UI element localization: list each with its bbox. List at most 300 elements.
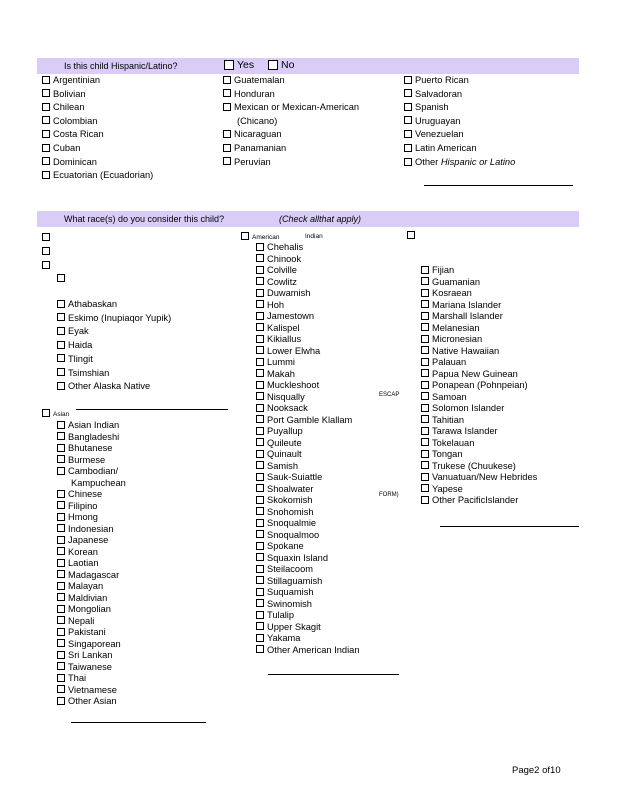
option-ponapean-pohnpeian[interactable] xyxy=(421,380,528,391)
option-label: Samoan xyxy=(432,391,467,402)
option-eskimo-inupiaqor-yupik[interactable] xyxy=(57,313,171,324)
checkbox[interactable] xyxy=(256,519,264,527)
option-label: Bolivian xyxy=(53,88,86,99)
option-other-alaska-native[interactable] xyxy=(57,381,150,392)
option-cambodian[interactable] xyxy=(57,466,118,477)
checkbox[interactable] xyxy=(404,103,412,111)
checkbox[interactable] xyxy=(57,697,65,705)
checkbox[interactable] xyxy=(57,582,65,590)
option-label: Hoh xyxy=(267,299,285,310)
option-other-pacificislander[interactable] xyxy=(421,495,518,506)
option-tlingit[interactable] xyxy=(57,354,93,365)
option-guamanian[interactable] xyxy=(421,277,480,288)
option-guatemalan[interactable] xyxy=(223,75,285,86)
option-tulalip[interactable] xyxy=(256,610,294,621)
option-argentinian[interactable] xyxy=(42,75,100,86)
option-quinault[interactable] xyxy=(256,449,302,460)
option-peruvian[interactable] xyxy=(223,157,271,168)
option-sri-lankan[interactable] xyxy=(57,650,112,661)
option-label: Puyallup xyxy=(267,426,303,436)
option-haida[interactable] xyxy=(57,340,92,351)
option-steilacoom[interactable] xyxy=(256,564,313,575)
option-skokomish[interactable] xyxy=(256,495,312,506)
option-bhutanese[interactable] xyxy=(57,443,112,454)
checkbox[interactable] xyxy=(256,634,264,642)
american-indian-checkbox[interactable] xyxy=(241,232,249,240)
option-label: Asian Indian xyxy=(68,420,120,430)
checkbox[interactable] xyxy=(57,501,65,509)
option-mongolian[interactable] xyxy=(57,604,111,615)
option-label: Jamestown xyxy=(267,311,315,321)
option-label: Vietnamese xyxy=(68,684,117,695)
option-malayan[interactable] xyxy=(57,581,103,592)
checkbox[interactable] xyxy=(421,473,429,481)
option-label: Peruvian xyxy=(234,156,271,167)
option-label: Kampuchean xyxy=(71,477,126,488)
checkbox[interactable] xyxy=(421,277,429,285)
checkbox[interactable] xyxy=(256,461,264,469)
option-label: (Chicano) xyxy=(237,115,278,126)
option-trukese-chuukese[interactable] xyxy=(421,461,516,472)
option-label: Marshall Islander xyxy=(432,311,503,321)
checkbox[interactable] xyxy=(57,616,65,624)
checkbox[interactable] xyxy=(421,312,429,320)
option-laotian[interactable] xyxy=(57,558,99,569)
checkbox[interactable] xyxy=(404,116,412,124)
race-checkbox-1[interactable] xyxy=(42,232,53,243)
option-latin-american[interactable] xyxy=(404,143,477,154)
checkbox[interactable] xyxy=(42,171,50,179)
option-upper-skagit[interactable] xyxy=(256,622,321,633)
escap-note: ESCAP xyxy=(379,392,400,398)
option-chinook[interactable] xyxy=(256,254,301,265)
option-thai[interactable] xyxy=(57,673,86,684)
checkbox[interactable] xyxy=(57,685,65,693)
option-mexican-or-mexican-american[interactable] xyxy=(223,102,359,113)
option-label: Madagascar xyxy=(68,569,120,580)
alaska-native-checkbox[interactable] xyxy=(57,273,68,284)
checkbox[interactable] xyxy=(57,662,65,670)
option-label: Swinomish xyxy=(267,598,312,609)
checkbox[interactable] xyxy=(421,404,429,412)
checkbox[interactable] xyxy=(57,382,65,390)
checkbox[interactable] xyxy=(421,484,429,492)
checkbox[interactable] xyxy=(57,313,65,321)
option-dominican[interactable] xyxy=(42,157,97,168)
option-panamanian[interactable] xyxy=(223,143,286,154)
checkbox[interactable] xyxy=(256,392,264,400)
checkbox[interactable] xyxy=(42,116,50,124)
option-pakistani[interactable] xyxy=(57,627,106,638)
option-label: Nicaraguan xyxy=(234,129,282,140)
option-cuban[interactable] xyxy=(42,143,80,154)
option-tahitian[interactable] xyxy=(421,415,464,426)
checkbox[interactable] xyxy=(42,76,50,84)
option-tokelauan[interactable] xyxy=(421,438,474,449)
option-label: Mongolian xyxy=(68,604,111,614)
option-chehalis[interactable] xyxy=(256,242,303,253)
option-nooksack[interactable] xyxy=(256,403,308,414)
checkbox[interactable] xyxy=(256,622,264,630)
checkbox[interactable] xyxy=(404,76,412,84)
checkbox[interactable] xyxy=(57,513,65,521)
option-label: Eskimo (Inupiaqor Yupik) xyxy=(68,312,172,323)
option-label: Other Alaska Native xyxy=(68,381,151,392)
option-samoan[interactable] xyxy=(421,392,467,403)
option-label: Nisqually xyxy=(267,391,305,402)
american-indian-option[interactable]: American xyxy=(241,231,279,243)
option-label: Cambodian/ xyxy=(68,466,119,476)
checkbox[interactable] xyxy=(404,89,412,97)
option-lower-elwha[interactable] xyxy=(256,346,320,357)
checkbox[interactable] xyxy=(223,157,231,165)
option-snoqualmie[interactable] xyxy=(256,518,316,529)
checkbox[interactable] xyxy=(421,346,429,354)
checkbox[interactable] xyxy=(223,103,231,111)
asian-checkbox[interactable] xyxy=(42,409,50,417)
option-label: Melanesian xyxy=(432,322,480,333)
option-ecuatorian-ecuadorian[interactable] xyxy=(42,170,153,181)
option-jamestown[interactable] xyxy=(256,311,314,322)
checkbox[interactable] xyxy=(421,323,429,331)
checkbox[interactable] xyxy=(42,144,50,152)
option-sauk-suiattle[interactable] xyxy=(256,472,322,483)
checkbox[interactable] xyxy=(421,427,429,435)
option-singaporean[interactable] xyxy=(57,639,121,650)
option-label: Hmong xyxy=(68,512,98,522)
option-honduran[interactable] xyxy=(223,89,275,100)
checkbox[interactable] xyxy=(404,158,412,166)
option-label: Maldivian xyxy=(68,592,108,603)
option-label: Malayan xyxy=(68,581,104,591)
option-spokane[interactable] xyxy=(256,541,304,552)
option-label: Palauan xyxy=(432,357,467,367)
checkbox[interactable] xyxy=(42,89,50,97)
other-hispanic-write-line[interactable] xyxy=(424,185,573,186)
option-colville[interactable] xyxy=(256,265,297,276)
option-label: Duwamish xyxy=(267,288,311,298)
checkbox[interactable] xyxy=(256,553,264,561)
yes-option[interactable]: Yes xyxy=(224,59,254,71)
checkbox[interactable] xyxy=(256,599,264,607)
checkbox[interactable] xyxy=(57,559,65,567)
checkbox[interactable] xyxy=(421,300,429,308)
checkbox[interactable] xyxy=(421,450,429,458)
option-uruguayan[interactable] xyxy=(404,116,460,127)
checkbox[interactable] xyxy=(256,438,264,446)
checkbox[interactable] xyxy=(57,444,65,452)
checkbox[interactable] xyxy=(256,530,264,538)
option-kalispel[interactable] xyxy=(256,323,300,334)
option-label: Micronesian xyxy=(432,334,483,344)
checkbox[interactable] xyxy=(57,628,65,636)
checkbox[interactable] xyxy=(404,144,412,152)
option-yapese[interactable] xyxy=(421,484,463,495)
option-bangladeshi[interactable] xyxy=(57,432,119,443)
checkbox[interactable] xyxy=(57,354,65,362)
checkbox[interactable] xyxy=(57,300,65,308)
checkbox[interactable] xyxy=(256,565,264,573)
option-papua-new-guinean[interactable] xyxy=(421,369,518,380)
checkbox[interactable] xyxy=(421,392,429,400)
checkbox[interactable] xyxy=(256,381,264,389)
checkbox[interactable] xyxy=(421,381,429,389)
checkbox[interactable] xyxy=(57,593,65,601)
option-label: Bangladeshi xyxy=(68,431,120,442)
option-suquamish[interactable] xyxy=(256,587,314,598)
option-cowlitz[interactable] xyxy=(256,277,297,288)
option-label: Upper Skagit xyxy=(267,621,321,632)
option-label: Other Asian xyxy=(68,696,117,706)
race-question: What race(s) do you consider this child? xyxy=(64,214,225,224)
option-samish[interactable] xyxy=(256,461,298,472)
checkbox[interactable] xyxy=(57,455,65,463)
option-colombian[interactable] xyxy=(42,116,97,127)
option-label: Suquamish xyxy=(267,587,314,597)
option-squaxin-island[interactable] xyxy=(256,553,328,564)
option-taiwanese[interactable] xyxy=(57,662,112,673)
option-snoqualmoo[interactable] xyxy=(256,530,319,541)
option-tarawa-islander[interactable] xyxy=(421,426,498,437)
option-label: Honduran xyxy=(234,88,275,99)
checkbox[interactable] xyxy=(404,130,412,138)
checkbox[interactable] xyxy=(223,130,231,138)
pacific-islander-checkbox[interactable] xyxy=(407,230,418,241)
option-solomon-islander[interactable] xyxy=(421,403,504,414)
option-nepali[interactable] xyxy=(57,616,94,627)
checkbox[interactable] xyxy=(57,651,65,659)
option-salvadoran[interactable] xyxy=(404,89,462,100)
checkbox[interactable] xyxy=(223,144,231,152)
checkbox[interactable] xyxy=(256,289,264,297)
option-burmese[interactable] xyxy=(57,455,105,466)
option-label: Steilacoom xyxy=(267,564,313,574)
checkbox[interactable] xyxy=(256,277,264,285)
checkbox[interactable] xyxy=(57,341,65,349)
option-port-gamble-klallam[interactable] xyxy=(256,415,352,426)
checkbox[interactable] xyxy=(256,576,264,584)
checkbox[interactable] xyxy=(57,327,65,335)
option-duwamish[interactable] xyxy=(256,288,310,299)
checkbox[interactable] xyxy=(256,335,264,343)
checkbox[interactable] xyxy=(57,674,65,682)
option-label: Cuban xyxy=(53,143,81,153)
option-label: Mexican or Mexican-American xyxy=(234,102,360,113)
option-nicaraguan[interactable] xyxy=(223,129,282,140)
race-checkbox-2[interactable] xyxy=(42,246,53,257)
yes-checkbox[interactable] xyxy=(224,60,234,70)
checkbox[interactable] xyxy=(256,358,264,366)
checkbox[interactable] xyxy=(256,507,264,515)
checkbox[interactable] xyxy=(421,369,429,377)
race-checkbox-3[interactable] xyxy=(42,260,53,271)
checkbox[interactable] xyxy=(421,461,429,469)
checkbox[interactable] xyxy=(223,76,231,84)
option-venezuelan[interactable] xyxy=(404,129,464,140)
option-filipino[interactable] xyxy=(57,501,97,512)
option-swinomish[interactable] xyxy=(256,599,312,610)
checkbox[interactable] xyxy=(421,415,429,423)
option-label: Salvadoran xyxy=(415,88,463,99)
option-label: Papua New Guinean xyxy=(432,368,518,379)
option-chinese[interactable] xyxy=(57,489,102,500)
checkbox[interactable] xyxy=(57,368,65,376)
option-label: Puerto Rican xyxy=(415,75,469,85)
option-other-american-indian[interactable] xyxy=(256,645,360,656)
asian-write-line[interactable] xyxy=(76,409,228,410)
checkbox[interactable] xyxy=(256,312,264,320)
option-micronesian[interactable] xyxy=(421,334,482,345)
no-option[interactable]: No xyxy=(268,59,294,71)
option-athabaskan[interactable] xyxy=(57,299,117,310)
option-label: Tongan xyxy=(432,449,463,459)
checkbox[interactable] xyxy=(57,467,65,475)
checkbox[interactable] xyxy=(421,496,429,504)
option-muckleshoot[interactable] xyxy=(256,380,319,391)
checkbox[interactable] xyxy=(57,605,65,613)
option-label: Laotian xyxy=(68,558,99,568)
option-label: Snoqualmie xyxy=(267,518,317,528)
option-label: Lower Elwha xyxy=(267,345,321,356)
option-label: Muckleshoot xyxy=(267,380,320,390)
other-pacific-write-line[interactable] xyxy=(440,526,579,527)
option-fijian[interactable] xyxy=(421,265,454,276)
option-kampuchean xyxy=(71,478,126,489)
checkbox[interactable] xyxy=(256,254,264,262)
checkbox[interactable] xyxy=(223,89,231,97)
checkbox[interactable] xyxy=(421,438,429,446)
option-native-hawaiian[interactable] xyxy=(421,346,499,357)
option-other-asian[interactable] xyxy=(57,696,117,707)
checkbox[interactable] xyxy=(256,266,264,274)
other-asian-write-line[interactable] xyxy=(71,722,206,723)
checkbox[interactable] xyxy=(256,645,264,653)
checkbox[interactable] xyxy=(256,484,264,492)
checkbox[interactable] xyxy=(57,432,65,440)
checkbox[interactable] xyxy=(57,639,65,647)
option-label: Sauk-Suiattle xyxy=(267,472,323,482)
other-american-indian-write-line[interactable] xyxy=(268,674,399,675)
race-instruction: (Check allthat apply) xyxy=(279,214,362,224)
option-stillaguamish[interactable] xyxy=(256,576,322,587)
option-label: Kalispel xyxy=(267,322,300,333)
option-label: Dominican xyxy=(53,156,97,167)
checkbox[interactable] xyxy=(256,300,264,308)
checkbox[interactable] xyxy=(57,490,65,498)
checkbox[interactable] xyxy=(256,496,264,504)
checkbox[interactable] xyxy=(256,473,264,481)
option-madagascar[interactable] xyxy=(57,570,119,581)
checkbox[interactable] xyxy=(57,524,65,532)
checkbox[interactable] xyxy=(421,358,429,366)
option-bolivian[interactable] xyxy=(42,89,86,100)
checkbox[interactable] xyxy=(256,427,264,435)
checkbox[interactable] xyxy=(42,130,50,138)
option-vanuatuan-new-hebrides[interactable] xyxy=(421,472,537,483)
checkbox[interactable] xyxy=(42,103,50,111)
option-yakama[interactable] xyxy=(256,633,300,644)
option-label: Squaxin Island xyxy=(267,552,328,563)
option-label: Japanese xyxy=(68,535,109,545)
other-hispanic-option[interactable]: Other Hispanic or Latino xyxy=(404,157,515,168)
option-nisqually[interactable] xyxy=(256,392,305,403)
option-label: Kosraean xyxy=(432,288,472,298)
checkbox[interactable] xyxy=(256,542,264,550)
option-marshall-islander[interactable] xyxy=(421,311,503,322)
option-tongan[interactable] xyxy=(421,449,463,460)
option-spanish[interactable] xyxy=(404,102,449,113)
option-chilean[interactable] xyxy=(42,102,85,113)
option-label: Ponapean (Pohnpeian) xyxy=(432,380,528,390)
option-maldivian[interactable] xyxy=(57,593,107,604)
checkbox[interactable] xyxy=(256,346,264,354)
option-korean[interactable] xyxy=(57,547,98,558)
option-kikiallus[interactable] xyxy=(256,334,301,345)
option-tsimshian[interactable] xyxy=(57,368,109,379)
checkbox[interactable] xyxy=(57,547,65,555)
option-label: Snoqualmoo xyxy=(267,529,320,540)
checkbox[interactable] xyxy=(57,536,65,544)
option-snohomish[interactable] xyxy=(256,507,314,518)
option-label: Tulalip xyxy=(267,610,295,620)
option-eyak[interactable] xyxy=(57,326,89,337)
checkbox[interactable] xyxy=(256,588,264,596)
option-label: Korean xyxy=(68,546,98,557)
option-label: Guamanian xyxy=(432,276,481,287)
option-quileute[interactable] xyxy=(256,438,302,449)
option-label: Cowlitz xyxy=(267,276,297,287)
checkbox[interactable] xyxy=(256,243,264,251)
option-label: Ecuatorian (Ecuadorian) xyxy=(53,170,154,181)
indian-label: Indian xyxy=(305,233,323,240)
checkbox[interactable] xyxy=(256,369,264,377)
option-indonesian[interactable] xyxy=(57,524,114,535)
option-puyallup[interactable] xyxy=(256,426,303,437)
checkbox[interactable] xyxy=(57,570,65,578)
option-label: Makah xyxy=(267,368,295,379)
option-label: Tlingit xyxy=(68,353,93,364)
option-shoalwater[interactable] xyxy=(256,484,314,495)
option-label: Chilean xyxy=(53,102,85,113)
checkbox[interactable] xyxy=(421,289,429,297)
option-hmong[interactable] xyxy=(57,512,98,523)
checkbox[interactable] xyxy=(57,421,65,429)
checkbox[interactable] xyxy=(256,450,264,458)
checkbox[interactable] xyxy=(256,404,264,412)
checkbox[interactable] xyxy=(42,157,50,165)
checkbox[interactable] xyxy=(256,611,264,619)
checkbox[interactable] xyxy=(256,323,264,331)
option-vietnamese[interactable] xyxy=(57,685,117,696)
option-lummi[interactable] xyxy=(256,357,295,368)
option-japanese[interactable] xyxy=(57,535,108,546)
checkbox[interactable] xyxy=(256,415,264,423)
option-palauan[interactable] xyxy=(421,357,466,368)
option-melanesian[interactable] xyxy=(421,323,480,334)
option-kosraean[interactable] xyxy=(421,288,472,299)
option-label: Native Hawaiian xyxy=(432,345,500,356)
option-costa-rican[interactable] xyxy=(42,129,104,140)
option-hoh[interactable] xyxy=(256,300,284,311)
option-mariana-islander[interactable] xyxy=(421,300,501,311)
checkbox[interactable] xyxy=(421,335,429,343)
option-makah[interactable] xyxy=(256,369,295,380)
asian-option[interactable]: Asian xyxy=(42,408,69,420)
no-checkbox[interactable] xyxy=(268,60,278,70)
option-asian-indian[interactable] xyxy=(57,420,119,431)
option-puerto-rican[interactable] xyxy=(404,75,469,86)
checkbox[interactable] xyxy=(421,266,429,274)
